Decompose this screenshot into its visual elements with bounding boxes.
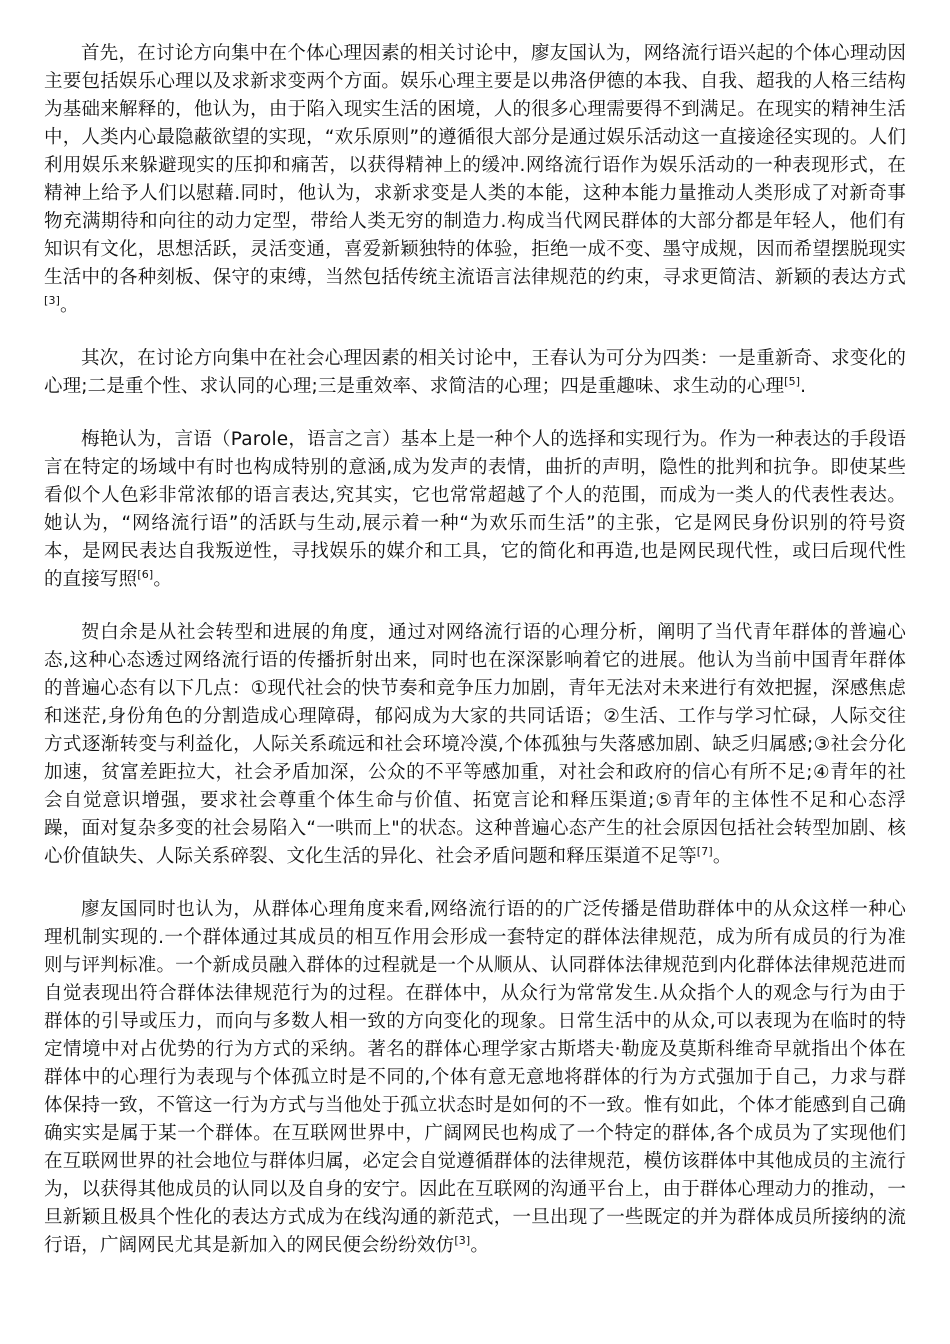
paragraph-social-transition	[44, 619, 906, 871]
paragraph-tail: 。	[712, 846, 732, 867]
citation-ref: [3]	[44, 293, 61, 307]
paragraph-tail: 。	[153, 569, 172, 590]
citation-ref: [5]	[784, 374, 801, 388]
paragraph-text: 首先，在讨论方向集中在个体心理因素的相关讨论中，廖友国认为，网络流行语兴起的个体心理动因主要包括娱乐心理以及求新求变两个方面。娱乐心理主要是以弗洛伊德的本我、自我、超我的人格三结构为基础来解释的，他认为，由于陷入现实生活的困境，人的很多心理需要得不到满足。在现实的精神生活中，人类内心最隐蔽欲望的实现，“欢乐原则”的遵循很大部分是通过娱乐活动这一直接途径实现的。人们利用娱乐来躲避现实的压抑和痛苦，以获得精神上的缓冲.网络流行语作为娱乐活动的一种表现形式，在精神上给予人们以慰藉.同时，他认为，求新求变是人类的本能，这种本能力量推动人类形成了对新奇事物充满期待和向往的动力定型，带给人类无穷的制造力.构成当代网民群体的大部分都是年轻人，他们有知识有文化，思想活跃，灵活变通，喜爱新颖独特的体验，拒绝一成不变、墨守成规，因而希望摆脱现实生活中的各种刻板、保守的束缚，当然包括传统主流语言法律规范的约束，寻求更简洁、新颖的表达方式	[44, 43, 906, 288]
paragraph-social-psychology	[44, 345, 906, 401]
paragraph-parole	[44, 426, 906, 594]
paragraph-text: 其次，在讨论方向集中在社会心理因素的相关讨论中，王春认为可分为四类：一是重新奇、求变化的心理;二是重个性、求认同的心理;三是重效率、求简洁的心理；四是重趣味、求生动的心理	[44, 348, 906, 397]
paragraph-tail: .	[800, 376, 807, 397]
paragraph-tail: 。	[60, 295, 79, 316]
paragraph-tail: 。	[470, 1235, 490, 1256]
paragraph-text: 廖友国同时也认为，从群体心理角度来看,网络流行语的的广泛传播是借助群体中的从众这样一种心理机制实现的.一个群体通过其成员的相互作用会形成一套特定的群体法律规范，成为所有成员的行为准则与评判标准。一个新成员融入群体的过程就是一个从顺从、认同群体法律规范到内化群体法律规范进而自觉表现出符合群体法律规范行为的过程。在群体中，从众行为常常发生.从众指个人的观念与行为由于群体的引导或压力，而向与多数人相一致的方向变化的现象。日常生活中的从众,可以表现为在临时的特定情境中对占优势的行为方式的采纳。著名的群体心理学家古斯塔夫·勒庞及莫斯科维奇早就指出个体在群体中的心理行为表现与个体孤立时是不同的,个体有意无意地将群体的行为方式强加于自己，力求与群体保持一致，不管这一行为方式与当他处于孤立状态时是如何的不一致。惟有如此，个体才能感到自己确确实实是属于某一个群体。在互联网世界中，广阔网民也构成了一个特定的群体,各个成员为了实现他们在互联网世界的社会地位与群体归属，必定会自觉遵循群体的法律规范，模仿该群体中其他成员的主流行为，以获得其他成员的认同以及自身的安宁。因此在互联网的沟通平台上，由于群体心理动力的推动，一旦新颖且极具个性化的表达方式成为在线沟通的新范式，一旦出现了一些既定的并为群体成员所接纳的流行语，广阔网民尤其是新加入的网民便会纷纷效仿	[44, 899, 906, 1256]
paragraph-individual-psychology	[44, 40, 906, 320]
citation-ref: [3]	[454, 1233, 471, 1247]
citation-ref: [6]	[137, 567, 154, 581]
document-page	[44, 40, 906, 1285]
paragraph-text: 梅艳认为，言语（Parole，语言之言）基本上是一种个人的选择和实现行为。作为一种表达的手段语言在特定的场域中有时也构成特别的意涵,成为发声的表情，曲折的声明，隐性的批判和抗争。即使某些看似个人色彩非常浓郁的语言表达,究其实，它也常常超越了个人的范围，而成为一类人的代表性表达。她认为，“网络流行语”的活跃与生动,展示着一种“为欢乐而生活”的主张，它是网民身份识别的符号资本，是网民表达自我叛逆性，寻找娱乐的媒介和工具，它的简化和再造,也是网民现代性，或曰后现代性的直接写照	[44, 429, 906, 590]
citation-ref: [7]	[696, 844, 713, 858]
paragraph-group-psychology	[44, 896, 906, 1260]
paragraph-text: 贺白余是从社会转型和进展的角度，通过对网络流行语的心理分析，阐明了当代青年群体的普遍心态,这种心态透过网络流行语的传播折射出来，同时也在深深影响着它的进展。他认为当前中国青年群体的普遍心态有以下几点：①现代社会的快节奏和竞争压力加剧，青年无法对未来进行有效把握，深感焦虑和迷茫,身份角色的分割造成心理障碍，郁闷成为大家的共同话语；②生活、工作与学习忙碌，人际交往方式逐渐转变与利益化，人际关系疏远和社会环境冷漠,个体孤独与失落感加剧、缺乏归属感;③社会分化加速，贫富差距拉大，社会矛盾加深，公众的不平等感加重，对社会和政府的信心有所不足;④青年的社会自觉意识增强，要求社会尊重个体生命与价值、拓宽言论和释压渠道;⑤青年的主体性不足和心态浮躁，面对复杂多变的社会易陷入“一哄而上"的状态。这种普遍心态产生的社会原因包括社会转型加剧、核心价值缺失、人际关系碎裂、文化生活的异化、社会矛盾问题和释压渠道不足等	[44, 622, 906, 867]
